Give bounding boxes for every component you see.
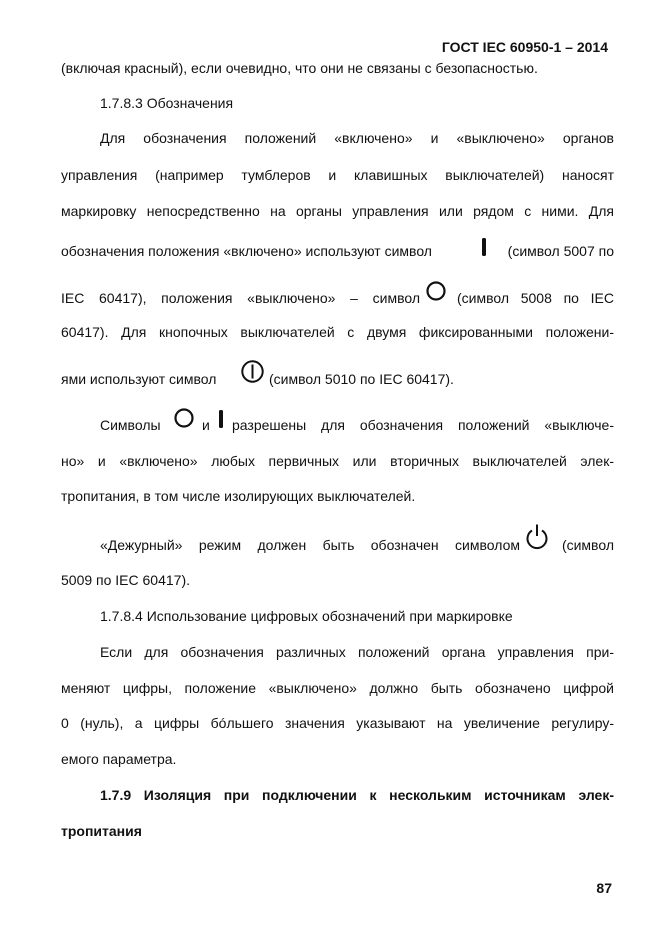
text-line-part: и: [202, 417, 210, 433]
push-on-off-symbol-icon: [240, 359, 265, 388]
text-line: (включая красный), если очевидно, что они не связаны с безопасностью.: [61, 60, 538, 76]
text-line: тропитания, в том числе изолирующих выключателей.: [61, 488, 416, 504]
text-line-part: ями используют символ: [61, 371, 217, 387]
text-line-part: обозначения положения «включено» используют символ: [61, 243, 432, 259]
text-line: Если для обозначения различных положений органа управления при-: [100, 644, 614, 660]
text-line: управления (например тумблеров и клавишных выключателей) наносят: [61, 167, 614, 183]
text-line-part: разрешены для обозначения положений «выключе-: [232, 417, 614, 433]
text-line: емого параметра.: [61, 751, 177, 767]
page-number: 87: [596, 880, 612, 896]
text-line: Для обозначения положений «включено» и «выключено» органов: [100, 130, 614, 146]
section-heading-1-7-8-3: 1.7.8.3 Обозначения: [100, 95, 234, 111]
text-line: маркировку непосредственно на органы управления или рядом с ними. Для: [61, 203, 614, 219]
text-line-part: Символы: [100, 417, 161, 433]
text-line-part: (символ: [561, 537, 614, 553]
text-line-part: (символ 5007 по: [507, 243, 614, 259]
document-id: ГОСТ IEC 60950-1 – 2014: [441, 39, 608, 55]
text-line: меняют цифры, положение «выключено» должно быть обозначено цифрой: [61, 680, 614, 696]
on-symbol-icon: [217, 409, 225, 433]
text-line: 60417). Для кнопочных выключателей с двумя фиксированными положени-: [61, 324, 614, 340]
text-line: 0 (нуль), а цифры бóльшего значения указывают на увеличение регулиру-: [61, 715, 614, 731]
standby-symbol-icon: [524, 523, 550, 555]
section-heading-1-7-8-4: 1.7.8.4 Использование цифровых обозначений при маркировке: [100, 608, 513, 624]
text-line-part: (символ 5010 по IEC 60417).: [269, 371, 454, 387]
text-line-part: «Дежурный» режим должен быть обозначен символом: [100, 537, 520, 553]
section-heading-continuation: тропитания: [61, 823, 142, 839]
text-line-part: (символ 5008 по IEC: [457, 290, 614, 306]
off-symbol-icon: [425, 280, 447, 306]
text-line: 5009 по IEC 60417).: [61, 572, 191, 588]
on-symbol-icon: [480, 237, 488, 261]
text-line-part: IEC 60417), положения «выключено» – символ: [61, 290, 420, 306]
off-symbol-icon: [173, 407, 195, 433]
section-heading-1-7-9: 1.7.9 Изоляция при подключении к нескольким источникам элек-: [100, 787, 614, 803]
text-line: но» и «включено» любых первичных или вторичных выключателей элек-: [61, 453, 614, 469]
